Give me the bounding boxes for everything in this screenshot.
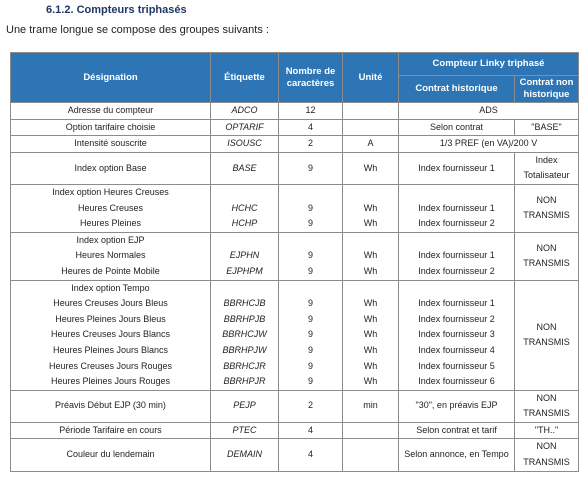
header-contrat-non-historique: Contrat non historique	[515, 76, 579, 103]
header-designation: Désignation	[11, 53, 211, 103]
contrat-historique-cell: Index fournisseur 1 Index fournisseur 2	[399, 232, 515, 280]
intro-text: Une trame longue se compose des groupes suivants :	[6, 24, 269, 36]
unite-cell: Wh Wh	[343, 232, 399, 280]
table-row	[11, 184, 579, 232]
nombre-cell: 9 9 9 9 9 9	[279, 280, 343, 390]
nombre-cell: 2	[279, 136, 343, 153]
unite-cell: Wh Wh	[343, 184, 399, 232]
contrat-merged-cell: 1/3 PREF (en VA)/200 V	[399, 136, 579, 153]
etiquette-cell: ADCO	[211, 103, 279, 120]
designation-cell: Préavis Début EJP (30 min)	[11, 390, 211, 422]
header-contrat-historique: Contrat historique	[399, 76, 515, 103]
designation-cell: Index option Base	[11, 152, 211, 184]
etiquette-cell: PTEC	[211, 422, 279, 439]
nombre-cell: 9 9	[279, 184, 343, 232]
table-row	[11, 280, 579, 390]
unite-cell	[343, 439, 399, 471]
contrat-non-historique-cell: "TH.."	[515, 422, 579, 439]
section-title: 6.1.2. Compteurs triphasés	[46, 4, 187, 16]
header-nombre: Nombre de caractères	[279, 53, 343, 103]
designation-cell: Index option Tempo Heures Creuses Jours Bleus Heures Pleines Jours Bleus Heures Creuses Jours Blancs Heures Pleines Jours Blancs Heures Creuses Jours Rouges Heures Pleines Jours Rouges	[11, 280, 211, 390]
etiquette-cell: EJPHN EJPHPM	[211, 232, 279, 280]
etiquette-cell: ISOUSC	[211, 136, 279, 153]
table-row	[11, 439, 579, 471]
nombre-cell: 12	[279, 103, 343, 120]
table-row	[11, 103, 579, 120]
table-row	[11, 136, 579, 153]
nombre-cell: 9	[279, 152, 343, 184]
etiquette-cell: DEMAIN	[211, 439, 279, 471]
contrat-historique-cell: Index fournisseur 1 Index fournisseur 2	[399, 184, 515, 232]
table-row	[11, 119, 579, 136]
nombre-cell: 9 9	[279, 232, 343, 280]
table-row	[11, 152, 579, 184]
unite-cell	[343, 103, 399, 120]
etiquette-cell: PEJP	[211, 390, 279, 422]
etiquette-cell: HCHC HCHP	[211, 184, 279, 232]
table-row	[11, 232, 579, 280]
contrat-non-historique-cell: "BASE"	[515, 119, 579, 136]
header-compteur-linky: Compteur Linky triphasé	[399, 53, 579, 76]
contrat-historique-cell: Index fournisseur 1	[399, 152, 515, 184]
contrat-historique-cell: Index fournisseur 1 Index fournisseur 2 Index fournisseur 3 Index fournisseur 4 Index fournisseur 5 Index fournisseur 6	[399, 280, 515, 390]
table-row	[11, 390, 579, 422]
designation-cell: Index option Heures Creuses Heures Creuses Heures Pleines	[11, 184, 211, 232]
designation-cell: Couleur du lendemain	[11, 439, 211, 471]
designation-cell: Adresse du compteur	[11, 103, 211, 120]
designation-cell: Index option EJP Heures Normales Heures de Pointe Mobile	[11, 232, 211, 280]
contrat-historique-cell: Selon contrat et tarif	[399, 422, 515, 439]
unite-cell: Wh	[343, 152, 399, 184]
nombre-cell: 2	[279, 390, 343, 422]
nombre-cell: 4	[279, 119, 343, 136]
contrat-historique-cell: Selon annonce, en Tempo	[399, 439, 515, 471]
contrat-non-historique-cell: NON TRANSMIS	[515, 280, 579, 390]
designation-cell: Intensité souscrite	[11, 136, 211, 153]
contrat-non-historique-cell: NON TRANSMIS	[515, 439, 579, 471]
unite-cell	[343, 422, 399, 439]
designation-cell: Période Tarifaire en cours	[11, 422, 211, 439]
etiquette-cell: BBRHCJB BBRHPJB BBRHCJW BBRHPJW BBRHCJR BBRHPJR	[211, 280, 279, 390]
nombre-cell: 4	[279, 439, 343, 471]
contrat-historique-cell: Selon contrat	[399, 119, 515, 136]
contrat-merged-cell: ADS	[399, 103, 579, 120]
contrat-non-historique-cell: NON TRANSMIS	[515, 232, 579, 280]
header-etiquette: Étiquette	[211, 53, 279, 103]
table-body	[11, 103, 579, 472]
nombre-cell: 4	[279, 422, 343, 439]
designation-cell: Option tarifaire choisie	[11, 119, 211, 136]
etiquette-cell: BASE	[211, 152, 279, 184]
contrat-non-historique-cell: NON TRANSMIS	[515, 184, 579, 232]
unite-cell: Wh Wh Wh Wh Wh Wh	[343, 280, 399, 390]
contrat-non-historique-cell: NON TRANSMIS	[515, 390, 579, 422]
etiquette-cell: OPTARIF	[211, 119, 279, 136]
header-unite: Unité	[343, 53, 399, 103]
unite-cell: A	[343, 136, 399, 153]
unite-cell	[343, 119, 399, 136]
unite-cell: min	[343, 390, 399, 422]
contrat-historique-cell: "30", en préavis EJP	[399, 390, 515, 422]
teleinfo-table	[10, 52, 579, 472]
table-row	[11, 422, 579, 439]
contrat-non-historique-cell: Index Totalisateur	[515, 152, 579, 184]
